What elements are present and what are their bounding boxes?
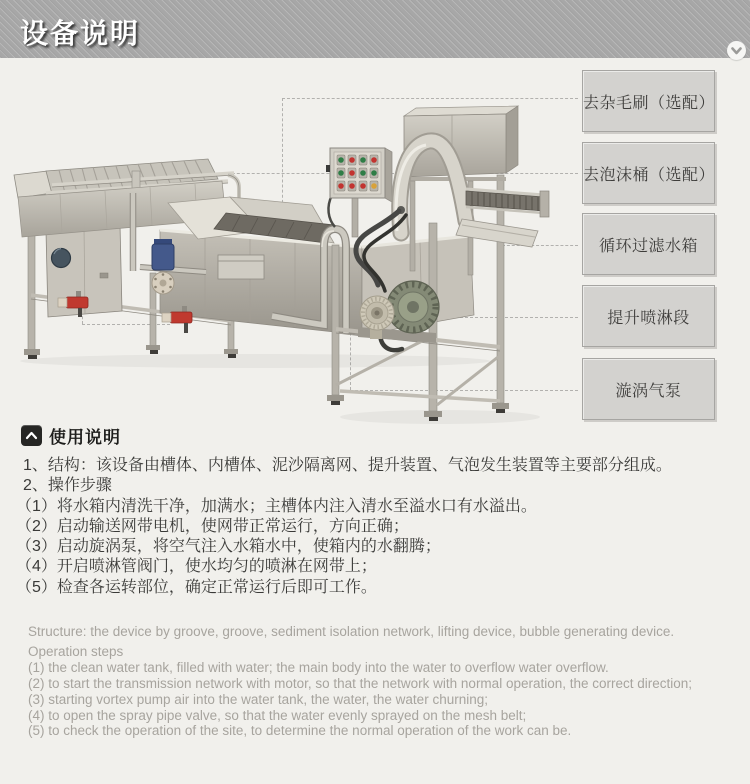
chevron-up-icon [21, 425, 42, 446]
instructions-chinese [16, 456, 736, 598]
page-title: 设备说明 [20, 18, 141, 49]
callout-filter-tank: 循环过滤水箱 [582, 213, 715, 275]
header-bar [0, 0, 750, 58]
callout-vortex-pump: 漩涡气泵 [582, 358, 715, 420]
callout-debris-brush: 去杂毛刷（选配） [582, 70, 715, 132]
chevron-down-icon [731, 47, 742, 55]
callout-lifting-spray: 提升喷淋段 [582, 285, 715, 347]
en-line-step-5: (5) to check the operation of the site, to determine the normal operation of the work can be. [28, 723, 572, 739]
en-line-steps-title: Operation steps [28, 643, 124, 659]
roller-conveyor [466, 189, 549, 217]
instructions-english [28, 624, 738, 739]
cn-line-step-2: （2）启动输送网带电机，使网带正常运行，方向正确； [16, 517, 409, 535]
cn-line-structure: 1、结构：该设备由槽体、内槽体、泥沙隔离网、提升装置、气泡发生装置等主要部分组成。 [23, 457, 672, 474]
cn-line-step-1: （1）将水箱内清洗干净，加满水；主槽体内注入清水至溢水口有水溢出。 [16, 497, 537, 515]
en-line-structure: Structure: the device by groove, groove, sediment isolation network, lifting device, bubble generating device. [28, 624, 675, 639]
cn-line-steps-title: 2、操作步骤 [23, 477, 112, 495]
ground-shadow-left [20, 354, 490, 368]
scroll-down-badge[interactable] [727, 41, 746, 60]
en-line-step-3: (3) starting vortex pump air into the water tank, the water, the water churning; [28, 691, 488, 707]
cn-line-step-3: （3）启动旋涡泵，将空气注入水箱水中，使箱内的水翻腾； [16, 538, 441, 556]
product-photo [0, 95, 570, 435]
cn-line-step-4: （4）开启喷淋管阀门，使水均匀的喷淋在网带上； [16, 558, 377, 576]
callout-foam-barrel: 去泡沫桶（选配） [582, 142, 715, 204]
en-line-step-2: (2) to start the transmission network with motor, so that the network with normal operation, the correct direction; [28, 675, 693, 691]
usage-section-title: 使用说明 [49, 428, 121, 447]
usage-section-header [21, 423, 121, 448]
en-line-step-1: (1) the clean water tank, filled with water; the main body into the water to overflow water overflow. [28, 659, 609, 675]
en-line-step-4: (4) to open the spray pipe valve, so that the water evenly sprayed on the mesh belt; [28, 707, 527, 723]
cn-line-step-5: （5）检查各运转部位，确定正常运行后即可工作。 [16, 578, 377, 596]
